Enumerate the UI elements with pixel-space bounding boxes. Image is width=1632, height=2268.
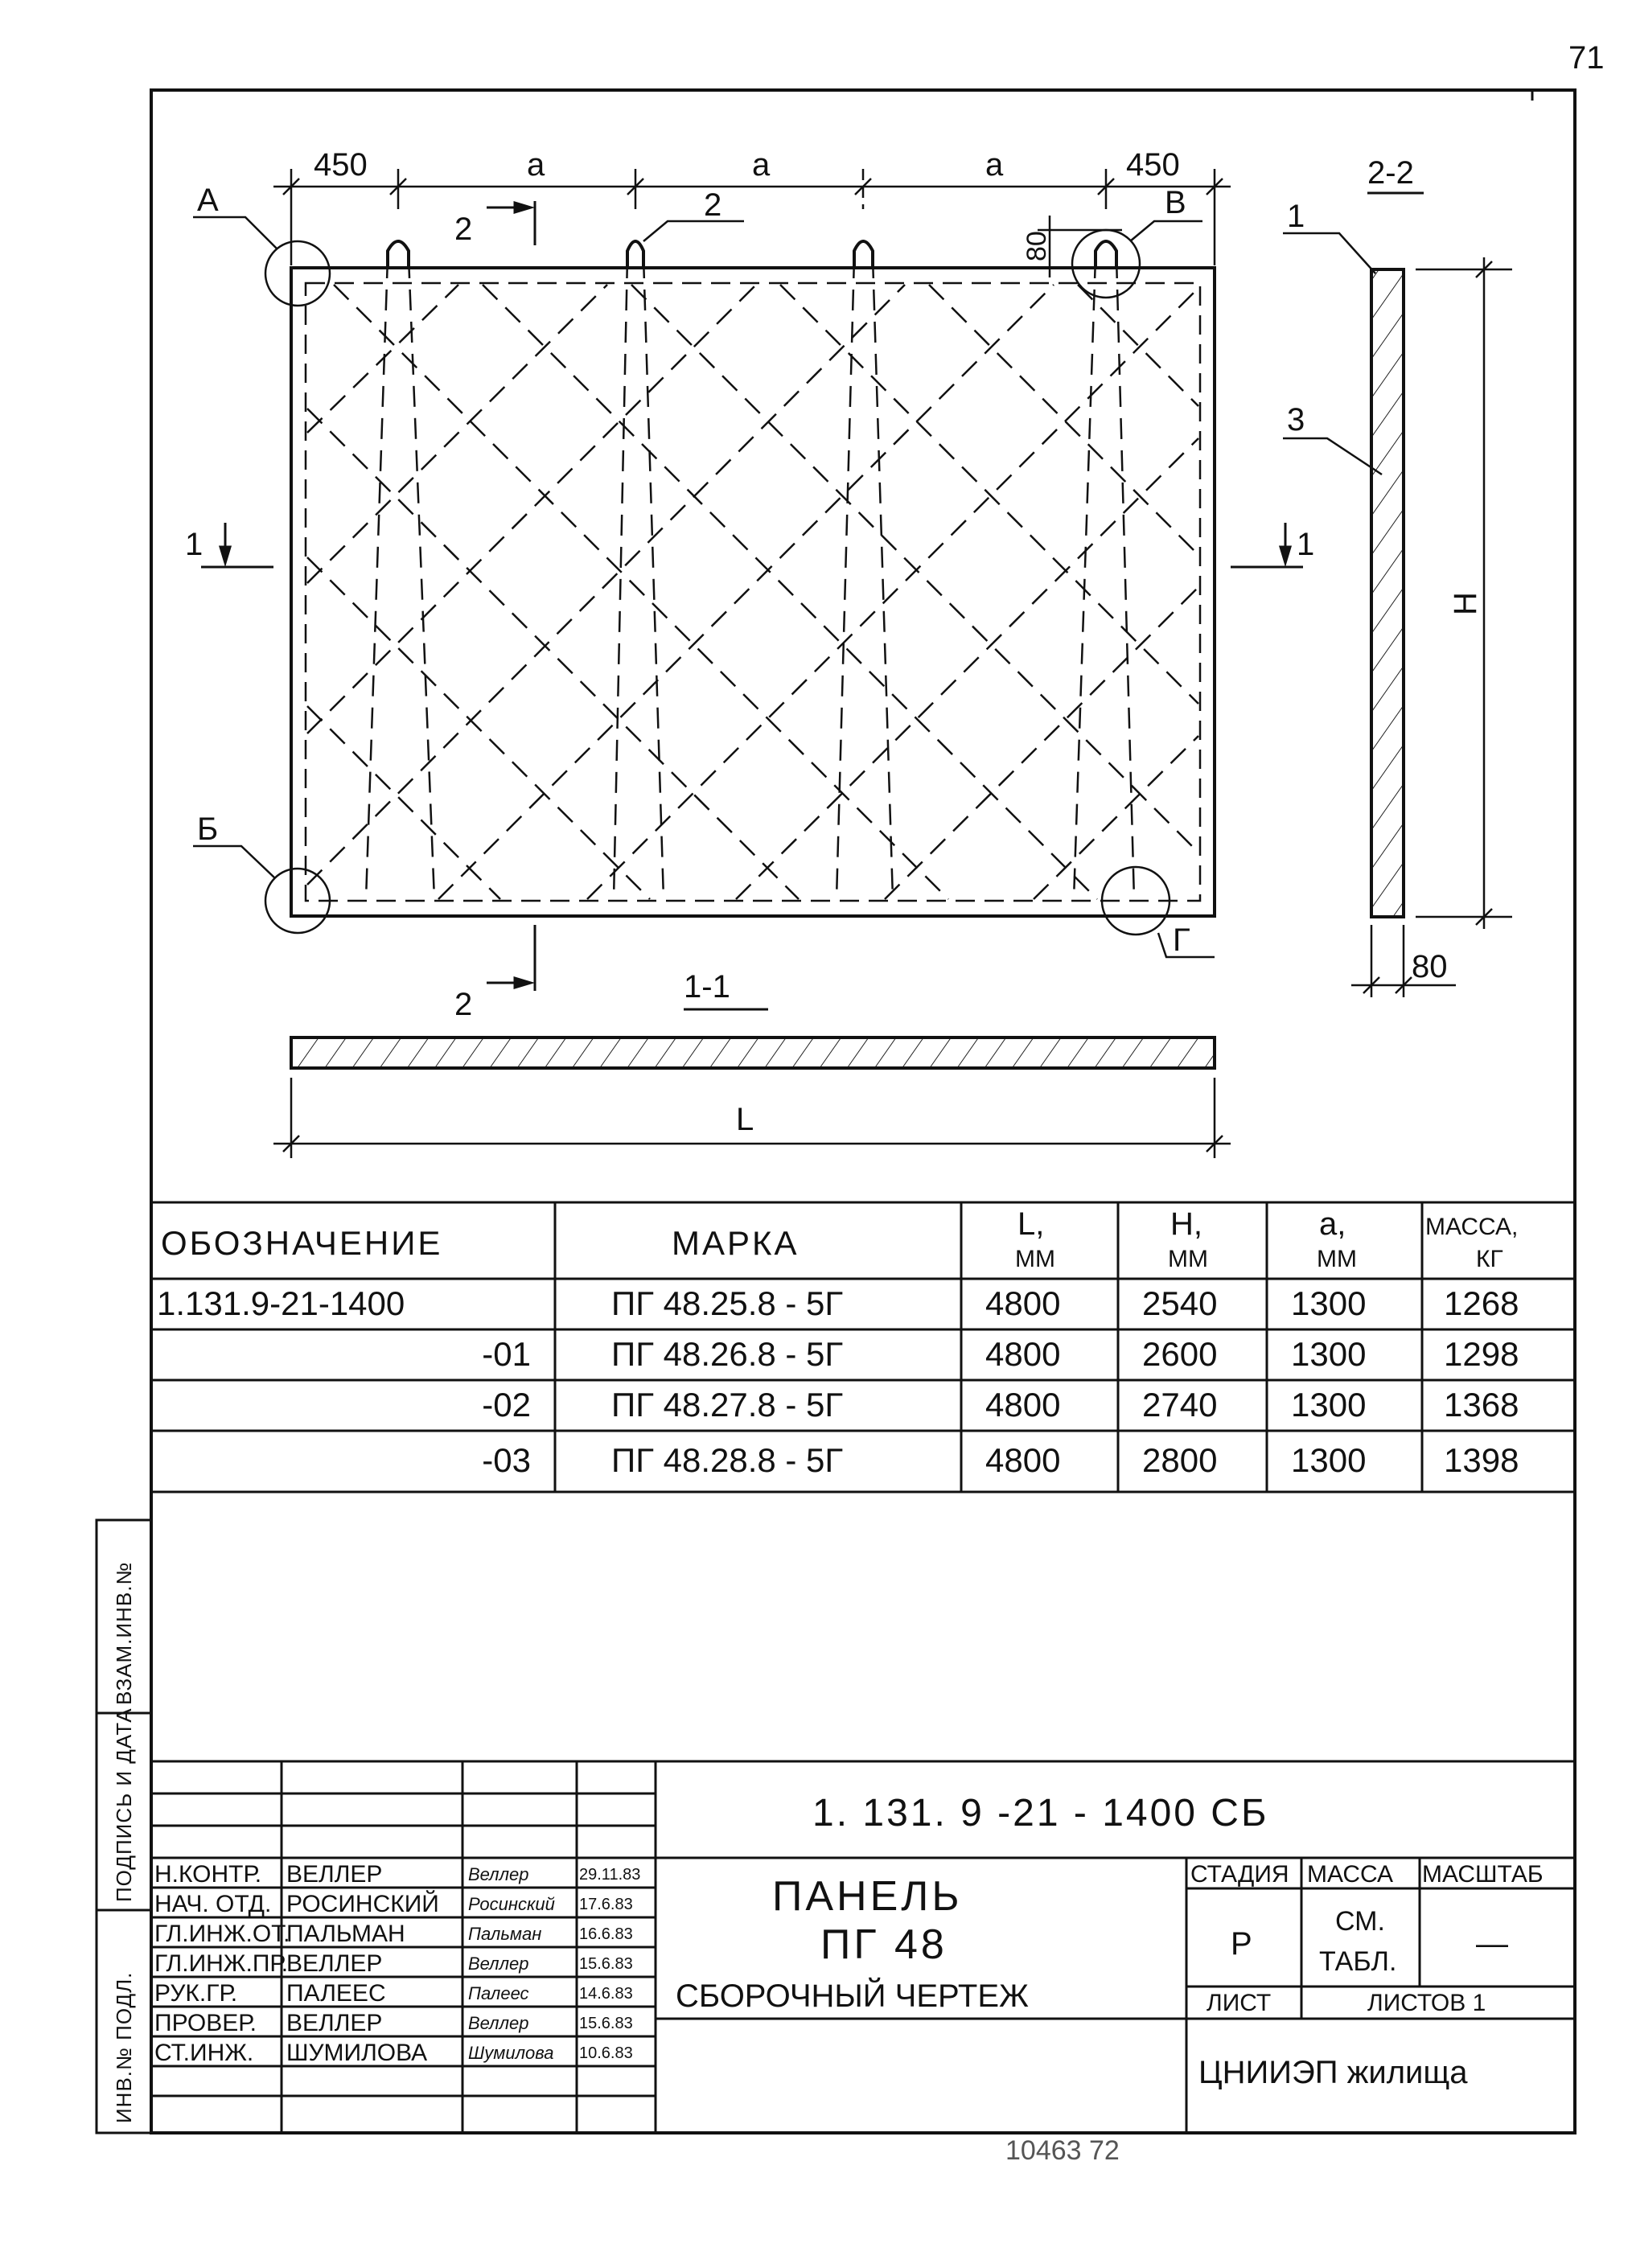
table-row-2-mark: ПГ 48.27.8 - 5Г (611, 1386, 844, 1424)
scale-header: МАСШТАБ (1422, 1861, 1544, 1888)
mass-header: МАССА (1307, 1861, 1394, 1888)
staff-role-0: Н.КОНТР. (154, 1861, 262, 1888)
staff-role-4: РУК.ГР. (154, 1980, 238, 2007)
staff-name-2: ПАЛЬМАН (286, 1921, 405, 1947)
table-row-3-mark: ПГ 48.28.8 - 5Г (611, 1441, 844, 1479)
cut-1-right: 1 (1297, 527, 1315, 562)
dim-a-1: a (527, 147, 545, 183)
staff-role-2: ГЛ.ИНЖ.ОТ. (154, 1921, 290, 1947)
scale-value: — (1476, 1926, 1508, 1962)
staff-name-3: ВЕЛЛЕР (286, 1950, 383, 1977)
th-a: а, (1319, 1206, 1346, 1242)
table-row-3-designation: -03 (482, 1441, 531, 1479)
table-row-1-mark: ПГ 48.26.8 - 5Г (611, 1335, 844, 1373)
staff-sign-6: Шумилова (468, 2043, 554, 2063)
staff-date-1: 17.6.83 (579, 1896, 633, 1913)
th-l-unit: ММ (1015, 1246, 1055, 1272)
cut-2-bottom: 2 (454, 987, 473, 1022)
staff-name-0: ВЕЛЛЕР (286, 1861, 383, 1888)
mass-value-1: СМ. (1335, 1906, 1385, 1937)
staff-date-5: 15.6.83 (579, 2015, 633, 2032)
dim-a-3: a (985, 147, 1004, 183)
stage-header: СТАДИЯ (1190, 1861, 1289, 1888)
page-number: 71 (1568, 40, 1605, 76)
staff-date-0: 29.11.83 (579, 1866, 641, 1884)
dim-loop-80: 80 (1022, 231, 1052, 261)
staff-date-6: 10.6.83 (579, 2044, 633, 2062)
staff-date-2: 16.6.83 (579, 1925, 633, 1943)
th-mass: МАССА, (1425, 1214, 1519, 1240)
title-line-1: ПАНЕЛЬ (772, 1873, 963, 1920)
th-designation: ОБОЗНАЧЕНИЕ (161, 1224, 443, 1262)
table-row-3-h: 2800 (1142, 1441, 1218, 1479)
table-row-2-a: 1300 (1291, 1386, 1367, 1424)
staff-sign-1: Росинский (468, 1894, 555, 1914)
mass-value-2: ТАБЛ. (1319, 1946, 1397, 1977)
table-row-1-l: 4800 (985, 1335, 1061, 1373)
stamp-sign-date: ПОДПИСЬ И ДАТА (112, 1707, 136, 1902)
table-row-3-a: 1300 (1291, 1441, 1367, 1479)
table-row-2-designation: -02 (482, 1386, 531, 1424)
staff-sign-2: Пальман (468, 1924, 542, 1944)
table-row-0-l: 4800 (985, 1284, 1061, 1322)
callout-a: А (197, 183, 219, 218)
table-row-1-mass: 1298 (1444, 1335, 1519, 1373)
table-row-3-mass: 1398 (1444, 1441, 1519, 1479)
staff-name-4: ПАЛЕЕС (286, 1980, 386, 2007)
table-row-1-a: 1300 (1291, 1335, 1367, 1373)
callout-v: В (1165, 185, 1186, 220)
stamp-swap-inv: ВЗАМ.ИНВ.№ (112, 1561, 136, 1705)
table-row-2-mass: 1368 (1444, 1386, 1519, 1424)
bottom-mark: 10463 72 (1005, 2135, 1120, 2166)
staff-name-5: ВЕЛЛЕР (286, 2010, 383, 2036)
table-row-2-l: 4800 (985, 1386, 1061, 1424)
staff-role-6: СТ.ИНЖ. (154, 2040, 254, 2066)
dim-length-l: L (736, 1102, 754, 1137)
th-mass-unit: КГ (1476, 1246, 1503, 1272)
th-a-unit: ММ (1317, 1246, 1357, 1272)
callout-g: Г (1173, 922, 1190, 958)
th-h-unit: ММ (1168, 1246, 1208, 1272)
dim-height-h: H (1448, 592, 1483, 615)
title-line-2: ПГ 48 (820, 1921, 948, 1968)
staff-name-1: РОСИНСКИЙ (286, 1891, 439, 1917)
staff-role-5: ПРОВЕР. (154, 2010, 257, 2036)
staff-date-3: 15.6.83 (579, 1955, 633, 1973)
top-dimension (273, 169, 1231, 265)
staff-name-6: ШУМИЛОВА (286, 2040, 428, 2066)
panel-view (265, 230, 1215, 935)
stage-value: Р (1231, 1926, 1252, 1962)
callout-part-3: 3 (1287, 402, 1305, 438)
staff-sign-0: Веллер (468, 1864, 529, 1884)
sheets-label: ЛИСТОВ 1 (1367, 1990, 1486, 2016)
callout-part-1: 1 (1287, 199, 1305, 234)
doc-code: 1. 131. 9 -21 - 1400 СБ (812, 1792, 1269, 1835)
table-row-0-designation: 1.131.9-21-1400 (157, 1284, 405, 1322)
th-mark: МАРКА (672, 1224, 800, 1262)
callout-b: Б (197, 811, 219, 847)
table-row-1-h: 2600 (1142, 1335, 1218, 1373)
table-row-1-designation: -01 (482, 1335, 531, 1373)
th-h: Н, (1170, 1206, 1202, 1242)
cut-1-left: 1 (185, 527, 203, 562)
table-row-0-a: 1300 (1291, 1284, 1367, 1322)
staff-sign-5: Веллер (468, 2013, 529, 2033)
dim-a-2: a (752, 147, 771, 183)
callout-part-2: 2 (704, 187, 722, 223)
dim-450-right: 450 (1126, 147, 1180, 183)
table-row-0-mass: 1268 (1444, 1284, 1519, 1322)
table-row-0-h: 2540 (1142, 1284, 1218, 1322)
org-name: ЦНИИЭП жилища (1198, 2055, 1468, 2090)
staff-sign-4: Палеес (468, 1983, 529, 2003)
staff-role-1: НАЧ. ОТД. (154, 1891, 272, 1917)
dim-450-left: 450 (314, 147, 368, 183)
section-1-1-title: 1-1 (684, 969, 730, 1005)
staff-sign-3: Веллер (468, 1954, 529, 1974)
stamp-inv-orig: ИНВ.№ ПОДЛ. (112, 1971, 136, 2123)
staff-date-4: 14.6.83 (579, 1985, 633, 2003)
dim-thickness-80: 80 (1412, 949, 1448, 984)
section-2-2-title: 2-2 (1367, 155, 1414, 191)
title-line-3: СБОРОЧНЫЙ ЧЕРТЕЖ (676, 1978, 1029, 2014)
table-row-0-mark: ПГ 48.25.8 - 5Г (611, 1284, 844, 1322)
cut-2-top: 2 (454, 212, 473, 247)
table-row-2-h: 2740 (1142, 1386, 1218, 1424)
staff-role-3: ГЛ.ИНЖ.ПР. (154, 1950, 289, 1977)
sheet-label: ЛИСТ (1207, 1990, 1272, 2016)
th-l: L, (1017, 1206, 1045, 1242)
table-row-3-l: 4800 (985, 1441, 1061, 1479)
